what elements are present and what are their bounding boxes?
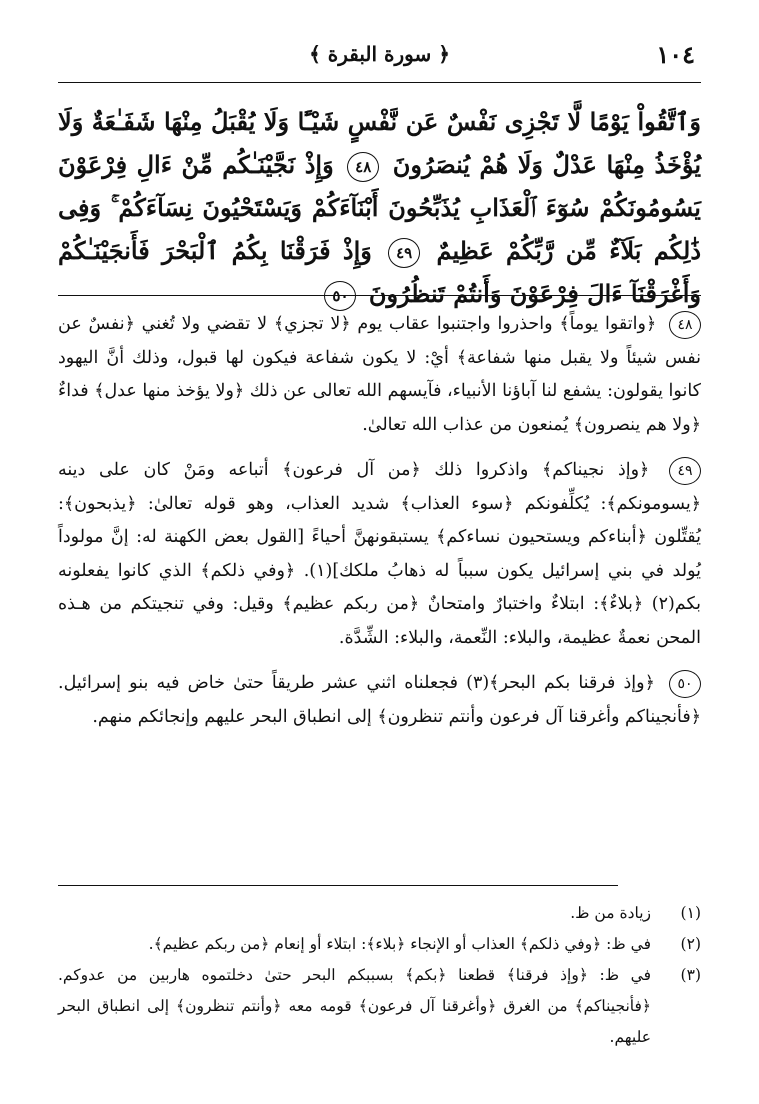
- ayah-number-mark: ٤٩: [388, 238, 420, 268]
- tafsir-paragraph: [58, 308, 701, 442]
- surah-title: ﴿ سورة البقرة ﴾: [309, 42, 450, 66]
- tafsir-text: ﴿وإذ نجيناكم﴾ واذكروا ذلك ﴿من آل فرعون﴾ أتباعه ومَنْ كان على دينه ﴿يسومونكم﴾: يُكلِّفونكم ﴿سوء العذاب﴾ شديد العذاب، وهو قوله تعالىٰ: ﴿يذبحون﴾: يُقتِّلون ﴿أبناءكم ويستحيون نساءكم﴾ يستبقونهنَّ أحياءً [القول بعض الكهنة له: إنَّ مولوداً يُولد في بني إسرائيل يكون سبباً له ذهابُ ملكك](١). ﴿وفي ذلكم﴾ الذي كانوا يفعلونه بكم(٢) ﴿بلاءٌ﴾: ابتلاءٌ واختبارٌ وامتحانٌ ﴿من ربكم عظيم﴾ وقيل: وفي تنجيتكم من هـذه المحن نعمةٌ عظيمة، والبلاء: النِّعمة، والبلاء: الشِّدَّة.: [58, 460, 701, 648]
- verse-number-mark: ٤٨: [669, 311, 701, 339]
- tafsir-commentary: [58, 308, 701, 746]
- verse-number-mark: ٥٠: [669, 670, 701, 698]
- tafsir-text: ﴿واتقوا يوماً﴾ واحذروا واجتنبوا عقاب يوم ﴿لا تجزي﴾ لا تقضي ولا تُغني ﴿نفسٌ عن نفس شيئاً ولا يقبل منها شفاعة﴾ أيْ: لا يكون شفاعة فيكون لها قبول، وذلك أنَّ اليهود كانوا يقولون: يشفع لنا آباؤنا الأنبياء، فآيسهم الله تعالى عن ذلك ﴿ولا يؤخذ منها عدل﴾ فداءٌ ﴿ولا هم ينصرون﴾ يُمنعون من عذاب الله تعالىٰ.: [58, 314, 701, 435]
- quran-text: [58, 100, 701, 315]
- footnote-number: (١): [680, 904, 701, 922]
- footnote: [58, 929, 701, 960]
- ayah-number-mark: ٥٠: [324, 281, 356, 311]
- tafsir-text: ﴿وإذ فرقنا بكم البحر﴾(٣) فجعلناه اثني عشر طريقاً حتىٰ خاض فيه بنو إسرائيل. ﴿فأنجيناكم وأغرقنا آل فرعون وأنتم تنظرون﴾ إلى انطباق البحر عليهم وإنجائكم منهم.: [58, 673, 701, 727]
- tafsir-paragraph: [58, 454, 701, 655]
- footnote-text: في ظ: ﴿وإذ فرقنا﴾ قطعنا ﴿بكم﴾ بسببكم البحر حتىٰ دخلتموه هاربين من عدوكم. ﴿فأنجيناكم﴾ من الغرق ﴿وأغرقنا آل فرعون﴾ قومه معه ﴿وأنتم تنظرون﴾ إلى انطباق البحر عليهم.: [58, 966, 651, 1046]
- page-number: ١٠٤: [656, 40, 695, 69]
- footnote-number: (٣): [680, 966, 701, 984]
- ayah-number-mark: ٤٨: [347, 152, 379, 182]
- ayah-text: وَإِذْ نَجَّيْنَـٰكُم مِّنْ ءَالِ فِرْعَوْنَ يَسُومُونَكُمْ سُوٓءَ ٱلْعَذَابِ يُذَبِّحُونَ أَبْنَآءَكُمْ وَيَسْتَحْيُونَ نِسَآءَكُمْ ۚ وَفِى ذَٰلِكُم بَلَآءٌ مِّن رَّبِّكُمْ عَظِيمٌ: [58, 150, 702, 265]
- footnote-number: (٢): [680, 935, 701, 953]
- footnote: [58, 898, 701, 929]
- header-rule: [58, 82, 701, 83]
- footnote-text: زيادة من ظ.: [570, 904, 651, 922]
- ayah-text: وَإِذْ فَرَقْنَا بِكُمُ ٱلْبَحْرَ فَأَنجَيْنَـٰكُمْ وَأَغْرَقْنَآ ءَالَ فِرْعَوْنَ وَأَنتُمْ تَنظُرُونَ: [58, 236, 701, 308]
- footnote-rule: [58, 885, 618, 886]
- page-header: [58, 40, 701, 74]
- quran-divider: [58, 295, 701, 296]
- ayah-text: وَٱتَّقُواْ يَوْمًا لَّا تَجْزِى نَفْسٌ عَن نَّفْسٍ شَيْـًٔا وَلَا يُقْبَلُ مِنْهَا شَفَـٰعَةٌ وَلَا يُؤْخَذُ مِنْهَا عَدْلٌ وَلَا هُمْ يُنصَرُونَ: [58, 107, 702, 179]
- footnote: [58, 960, 701, 1053]
- tafsir-paragraph: [58, 667, 701, 734]
- footnote-text: في ظ: ﴿وفي ذلكم﴾ العذاب أو الإنجاء ﴿بلاء﴾: ابتلاء أو إنعام ﴿من ربكم عظيم﴾.: [148, 935, 651, 953]
- verse-number-mark: ٤٩: [669, 457, 701, 485]
- footnotes: [58, 898, 701, 1053]
